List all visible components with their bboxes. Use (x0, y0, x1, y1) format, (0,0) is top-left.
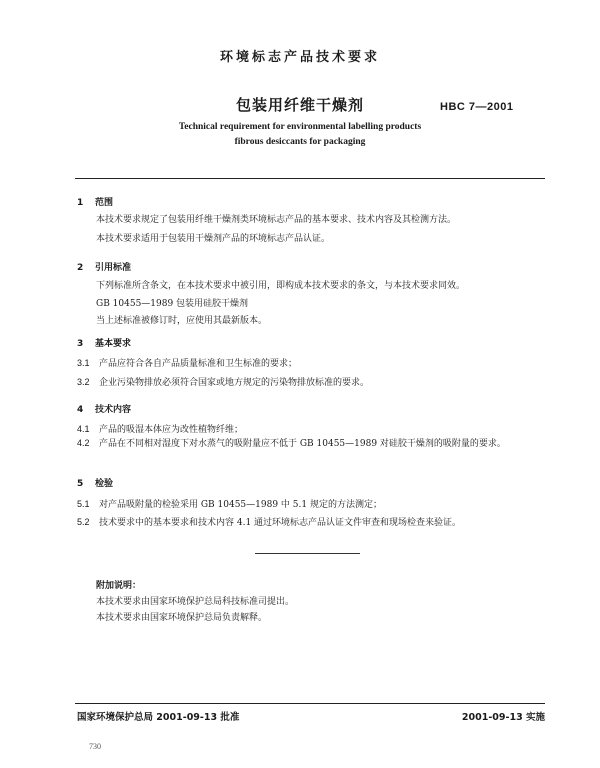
note-line: 本技术要求由国家环境保护总局科技标准司提出。 (96, 597, 295, 607)
clause-number: 5.1 (77, 499, 90, 509)
clause-item (77, 498, 382, 512)
series-title: 环境标志产品技术要求 (219, 50, 380, 65)
paragraph: 下列标准所含条文，在本技术要求中被引用，即构成本技术要求的条文，与本技术要求同效。 (96, 281, 466, 291)
clause-text: 产品应符合各自产品质量标准和卫生标准的要求； (99, 359, 298, 369)
footer-divider (75, 703, 545, 704)
note-title: 附加说明： (96, 581, 142, 591)
clause-number: 3.2 (77, 377, 90, 387)
clause-text: 产品在不同相对湿度下对水蒸气的吸附量应不低于 GB 10455—1989 对硅胶干燥剂的吸附量的要求。 (99, 439, 506, 449)
page-number: 730 (89, 742, 101, 751)
paragraph: 当上述标准被修订时，应使用其最新版本。 (96, 316, 268, 326)
paragraph: 本技术要求规定了包装用纤维干燥剂类环境标志产品的基本要求、技术内容及其检测方法。 (96, 215, 457, 225)
clause-number: 5.2 (77, 517, 90, 527)
clause-number: 4.2 (77, 438, 90, 448)
clause-item (77, 357, 297, 371)
section-title: 引用标准 (95, 263, 132, 273)
document-title: 包装用纤维干燥剂 (235, 96, 364, 114)
clause-item (77, 423, 243, 437)
section-number: 2 (77, 263, 84, 273)
end-divider (255, 553, 360, 554)
clause-number: 3.1 (77, 358, 90, 368)
approval-date: 国家环境保护总局 2001-09-13 批准 (77, 712, 240, 723)
header-divider (75, 178, 545, 179)
section-title: 技术内容 (95, 405, 132, 415)
paragraph: 本技术要求适用于包装用干燥剂产品的环境标志产品认证。 (96, 234, 331, 244)
implementation-date: 2001-09-13 实施 (461, 712, 545, 723)
clause-text: 产品的吸湿本体应为改性植物纤维； (99, 425, 244, 435)
section-3-heading (77, 336, 131, 349)
clause-number: 4.1 (77, 424, 90, 434)
document-code: HBC 7—2001 (440, 101, 514, 113)
section-title: 基本要求 (95, 339, 132, 349)
section-number: 3 (77, 339, 84, 349)
clause-text: 对产品吸附量的检验采用 GB 10455—1989 中 5.1 规定的方法测定； (99, 500, 382, 510)
english-title-line-2: fibrous desiccants for packaging (234, 137, 366, 147)
section-2-heading (77, 260, 131, 273)
section-number: 5 (77, 479, 84, 489)
clause-text: 技术要求中的基本要求和技术内容 4.1 通过环境标志产品认证文件审查和现场检查来验证。 (99, 518, 462, 528)
english-title-line-1: Technical requirement for environmental labelling products (178, 122, 422, 132)
section-1-heading (77, 195, 113, 208)
note-line: 本技术要求由国家环境保护总局负责解释。 (96, 613, 268, 623)
section-number: 1 (77, 198, 84, 208)
clause-item (77, 437, 529, 451)
section-title: 范围 (95, 198, 114, 208)
reference-standard: GB 10455—1989 包装用硅胶干燥剂 (96, 299, 249, 309)
clause-item (77, 516, 461, 530)
section-number: 4 (77, 405, 84, 415)
clause-item (77, 376, 369, 390)
clause-text: 企业污染物排放必须符合国家或地方规定的污染物排放标准的要求。 (99, 378, 370, 388)
section-title: 检验 (95, 479, 114, 489)
section-4-heading (77, 402, 131, 415)
section-5-heading (77, 476, 113, 489)
